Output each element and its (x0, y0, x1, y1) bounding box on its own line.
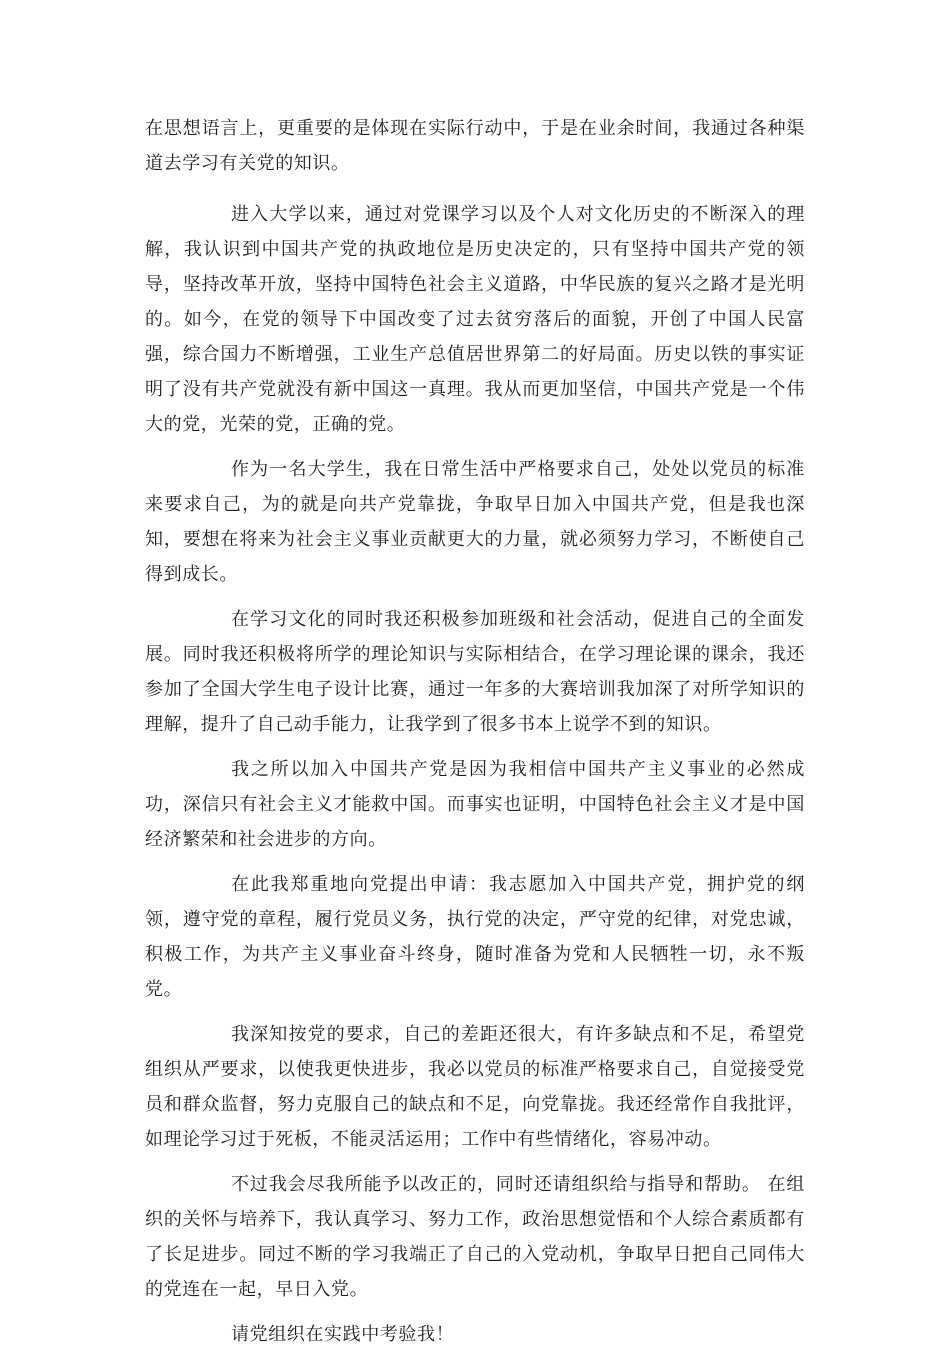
document-body (145, 111, 805, 1362)
paragraph-improvement: 不过我会尽我所能予以改正的，同时还请组织给与指导和帮助。 在组织的关怀与培养下，我认真学习、努力工作，政治思想觉悟和个人综合素质都有了长足进步。同过不断的学习我端正了自己的入党动机，争取早日把自己同伟大的党连在一起，早日入党。 (145, 1174, 805, 1300)
paragraph-strict-requirements: 作为一名大学生，我在日常生活中严格要求自己，处处以党员的标准来要求自己，为的就是向共产党靠拢，争取早日加入中国共产党，但是我也深知，要想在将来为社会主义事业贡献更大的力量，就必须努力学习，不断使自己得到成长。 (145, 459, 805, 585)
paragraph-activities: 在学习文化的同时我还积极参加班级和社会活动，促进自己的全面发展。同时我还积极将所学的理论知识与实际相结合，在学习理论课的课余，我还参加了全国大学生电子设计比赛，通过一年多的大赛培训我加深了对所学知识的理解，提升了自己动手能力，让我学到了很多书本上说学不到的知识。 (145, 609, 805, 735)
paragraph-university-understanding: 进入大学以来，通过对党课学习以及个人对文化历史的不断深入的理解，我认识到中国共产党的执政地位是历史决定的，只有坚持中国共产党的领导，坚持改革开放，坚持中国特色社会主义道路，中华民族的复兴之路才是光明的。如今，在党的领导下中国改变了过去贫穷落后的面貌，开创了中国人民富强，综合国力不断增强，工业生产总值居世界第二的好局面。历史以铁的事实证明了没有共产党就没有新中国这一真理。我从而更加坚信，中国共产党是一个伟大的党，光荣的党，正确的党。 (145, 204, 805, 435)
paragraph-shortcomings: 我深知按党的要求，自己的差距还很大，有许多缺点和不足，希望党组织从严要求，以使我更快进步，我必以党员的标准严格要求自己，自觉接受党员和群众监督，努力克服自己的缺点和不足，向党靠拢。我还经常作自我批评，如理论学习过于死板，不能灵活运用；工作中有些情绪化，容易冲动。 (145, 1024, 805, 1150)
paragraph-reason-joining: 我之所以加入中国共产党是因为我相信中国共产主义事业的必然成功，深信只有社会主义才能救中国。而事实也证明，中国特色社会主义才是中国经济繁荣和社会进步的方向。 (145, 759, 805, 850)
paragraph-continuation: 在思想语言上，更重要的是体现在实际行动中，于是在业余时间，我通过各种渠道去学习有关党的知识。 (145, 118, 805, 174)
paragraph-closing: 请党组织在实践中考验我！ (231, 1324, 455, 1345)
paragraph-application-pledge: 在此我郑重地向党提出申请：我志愿加入中国共产党，拥护党的纲领，遵守党的章程，履行党员义务，执行党的决定，严守党的纪律，对党忠诚，积极工作，为共产主义事业奋斗终身，随时准备为党和人民牺牲一切，永不叛党。 (145, 874, 805, 1000)
